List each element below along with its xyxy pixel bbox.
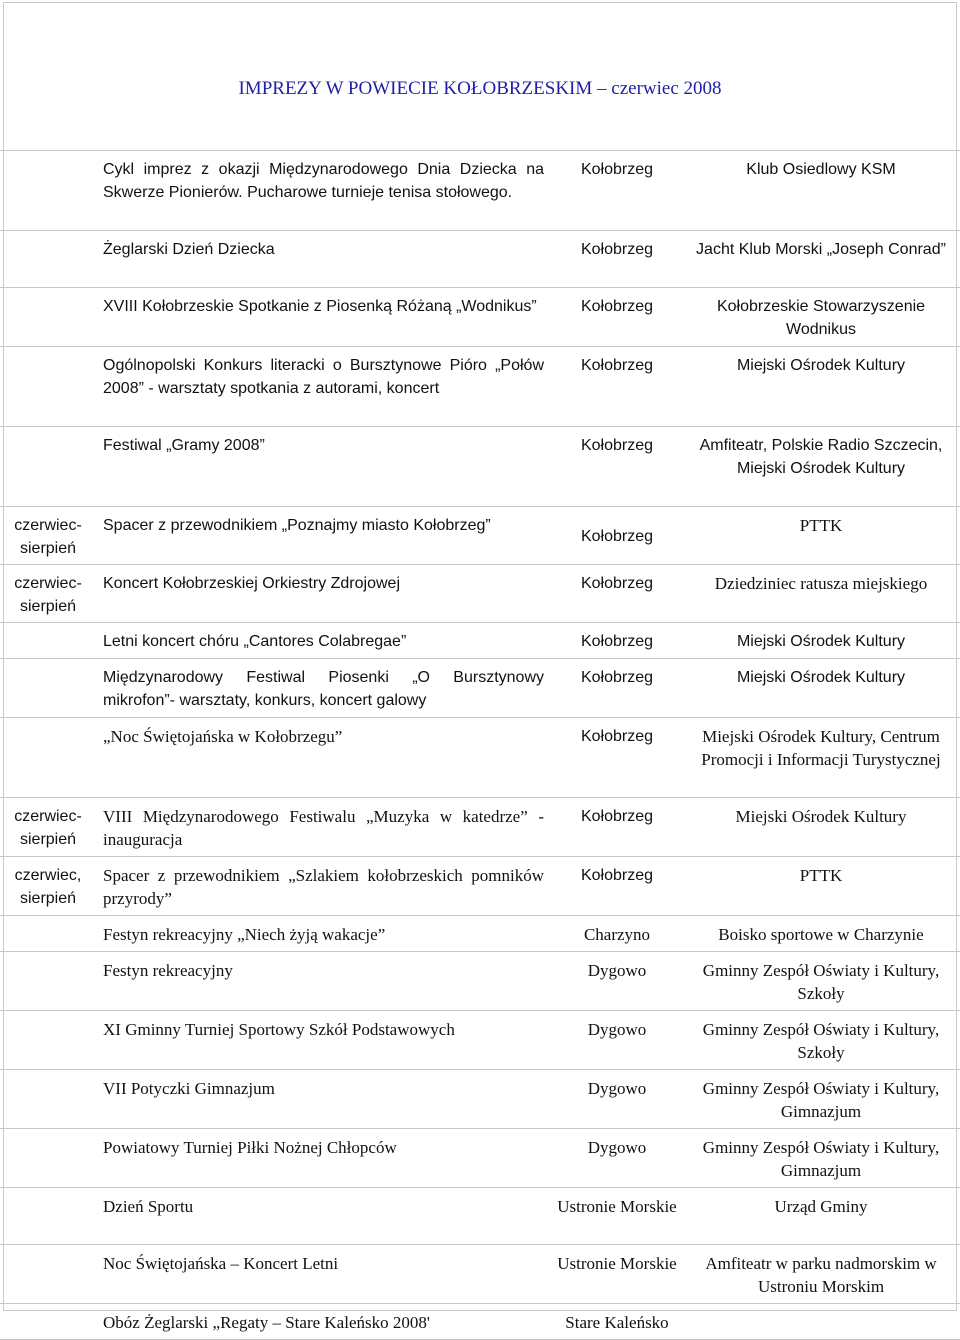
place-cell: Kołobrzeg	[552, 288, 682, 347]
organizer-cell: Gminny Zespół Oświaty i Kultury, Szkoły	[682, 1011, 960, 1070]
place-cell: Kołobrzeg	[552, 347, 682, 427]
event-name-cell: Dzień Sportu	[96, 1188, 552, 1245]
table-row	[0, 718, 960, 798]
place-cell: Dygowo	[552, 1070, 682, 1129]
event-name-cell: Koncert Kołobrzeskiej Orkiestry Zdrojowej	[96, 565, 552, 623]
date-cell	[0, 1245, 96, 1304]
event-name-cell: Letni koncert chóru „Cantores Colabregae”	[96, 623, 552, 659]
event-name-cell: XVIII Kołobrzeskie Spotkanie z Piosenką Różaną „Wodnikus”	[96, 288, 552, 347]
organizer-cell: Gminny Zespół Oświaty i Kultury, Gimnazjum	[682, 1070, 960, 1129]
table-row	[0, 427, 960, 507]
date-cell: czerwiec, sierpień	[0, 857, 96, 916]
table-row	[0, 1129, 960, 1188]
place-cell: Ustronie Morskie	[552, 1188, 682, 1245]
page-title: IMPREZY W POWIECIE KOŁOBRZESKIM – czerwiec 2008	[238, 78, 722, 99]
event-name-cell: Obóz Żeglarski „Regaty – Stare Kaleńsko 2008'	[96, 1304, 552, 1340]
table-row	[0, 347, 960, 427]
place-cell: Kołobrzeg	[552, 623, 682, 659]
table-row	[0, 1304, 960, 1340]
place-cell: Kołobrzeg	[552, 798, 682, 857]
table-row	[0, 952, 960, 1011]
date-cell	[0, 659, 96, 718]
organizer-cell: Gminny Zespół Oświaty i Kultury, Szkoły	[682, 952, 960, 1011]
place-cell: Kołobrzeg	[552, 231, 682, 288]
organizer-cell: Miejski Ośrodek Kultury	[682, 347, 960, 427]
event-name-cell: Żeglarski Dzień Dziecka	[96, 231, 552, 288]
organizer-cell: Miejski Ośrodek Kultury	[682, 659, 960, 718]
date-cell	[0, 1188, 96, 1245]
organizer-cell: Jacht Klub Morski „Joseph Conrad”	[682, 231, 960, 288]
place-cell: Kołobrzeg	[552, 565, 682, 623]
date-cell	[0, 1070, 96, 1129]
table-row	[0, 1188, 960, 1245]
date-cell	[0, 347, 96, 427]
event-name-cell: Cykl imprez z okazji Międzynarodowego Dnia Dziecka na Skwerze Pionierów. Pucharowe turnieje tenisa stołowego.	[96, 151, 552, 231]
organizer-cell: Dziedziniec ratusza miejskiego	[682, 565, 960, 623]
organizer-cell: Miejski Ośrodek Kultury	[682, 798, 960, 857]
date-cell	[0, 916, 96, 952]
event-name-cell: Powiatowy Turniej Piłki Nożnej Chłopców	[96, 1129, 552, 1188]
date-cell	[0, 427, 96, 507]
event-name-cell: Spacer z przewodnikiem „Szlakiem kołobrzeskich pomników przyrody”	[96, 857, 552, 916]
event-name-cell: Ogólnopolski Konkurs literacki o Bursztynowe Pióro „Połów 2008” - warsztaty spotkania z autorami, koncert	[96, 347, 552, 427]
table-row	[0, 659, 960, 718]
place-cell: Ustronie Morskie	[552, 1245, 682, 1304]
table-row	[0, 231, 960, 288]
organizer-cell: Miejski Ośrodek Kultury, Centrum Promocji i Informacji Turystycznej	[682, 718, 960, 798]
organizer-cell: Klub Osiedlowy KSM	[682, 151, 960, 231]
organizer-cell: Boisko sportowe w Charzynie	[682, 916, 960, 952]
event-name-cell: Noc Świętojańska – Koncert Letni	[96, 1245, 552, 1304]
table-row	[0, 857, 960, 916]
organizer-cell: Miejski Ośrodek Kultury	[682, 623, 960, 659]
place-cell: Dygowo	[552, 1129, 682, 1188]
event-name-cell: Festyn rekreacyjny „Niech żyją wakacje”	[96, 916, 552, 952]
date-cell: czerwiec-sierpień	[0, 565, 96, 623]
table-row	[0, 623, 960, 659]
organizer-cell: Amfiteatr, Polskie Radio Szczecin, Miejski Ośrodek Kultury	[682, 427, 960, 507]
table-row	[0, 916, 960, 952]
date-cell	[0, 1129, 96, 1188]
organizer-cell: PTTK	[682, 507, 960, 565]
table-row	[0, 1011, 960, 1070]
organizer-cell: Amfiteatr w parku nadmorskim w Ustroniu Morskim	[682, 1245, 960, 1304]
place-cell: Kołobrzeg	[552, 718, 682, 798]
place-cell: Kołobrzeg	[552, 151, 682, 231]
date-cell: czerwiec-sierpień	[0, 798, 96, 857]
date-cell	[0, 151, 96, 231]
date-cell	[0, 231, 96, 288]
table-row	[0, 1070, 960, 1129]
organizer-cell: PTTK	[682, 857, 960, 916]
date-cell	[0, 718, 96, 798]
date-cell	[0, 1304, 96, 1340]
events-table	[0, 150, 960, 1340]
event-name-cell: XI Gminny Turniej Sportowy Szkół Podstawowych	[96, 1011, 552, 1070]
date-cell	[0, 288, 96, 347]
date-cell: czerwiec-sierpień	[0, 507, 96, 565]
event-name-cell: VII Potyczki Gimnazjum	[96, 1070, 552, 1129]
table-row	[0, 1245, 960, 1304]
date-cell	[0, 1011, 96, 1070]
organizer-cell: Gminny Zespół Oświaty i Kultury, Gimnazjum	[682, 1129, 960, 1188]
organizer-cell: Urząd Gminy	[682, 1188, 960, 1245]
place-cell: Dygowo	[552, 1011, 682, 1070]
event-name-cell: „Noc Świętojańska w Kołobrzegu”	[96, 718, 552, 798]
place-cell: Dygowo	[552, 952, 682, 1011]
event-name-cell: Festyn rekreacyjny	[96, 952, 552, 1011]
event-name-cell: VIII Międzynarodowego Festiwalu „Muzyka w katedrze” - inauguracja	[96, 798, 552, 857]
event-name-cell: Międzynarodowy Festiwal Piosenki „O Bursztynowy mikrofon”- warsztaty, konkurs, koncert galowy	[96, 659, 552, 718]
event-name-cell: Festiwal „Gramy 2008”	[96, 427, 552, 507]
date-cell	[0, 623, 96, 659]
organizer-cell: Kołobrzeskie Stowarzyszenie Wodnikus	[682, 288, 960, 347]
place-cell: Charzyno	[552, 916, 682, 952]
place-cell: Kołobrzeg	[552, 427, 682, 507]
event-name-cell: Spacer z przewodnikiem „Poznajmy miasto Kołobrzeg”	[96, 507, 552, 565]
table-row	[0, 565, 960, 623]
organizer-cell	[682, 1304, 960, 1340]
place-cell: Kołobrzeg	[552, 857, 682, 916]
place-cell: Kołobrzeg	[552, 659, 682, 718]
table-row	[0, 288, 960, 347]
table-row	[0, 507, 960, 565]
place-cell: Stare Kaleńsko	[552, 1304, 682, 1340]
table-row	[0, 151, 960, 231]
table-row	[0, 798, 960, 857]
date-cell	[0, 952, 96, 1011]
place-cell: Kołobrzeg	[552, 507, 682, 565]
